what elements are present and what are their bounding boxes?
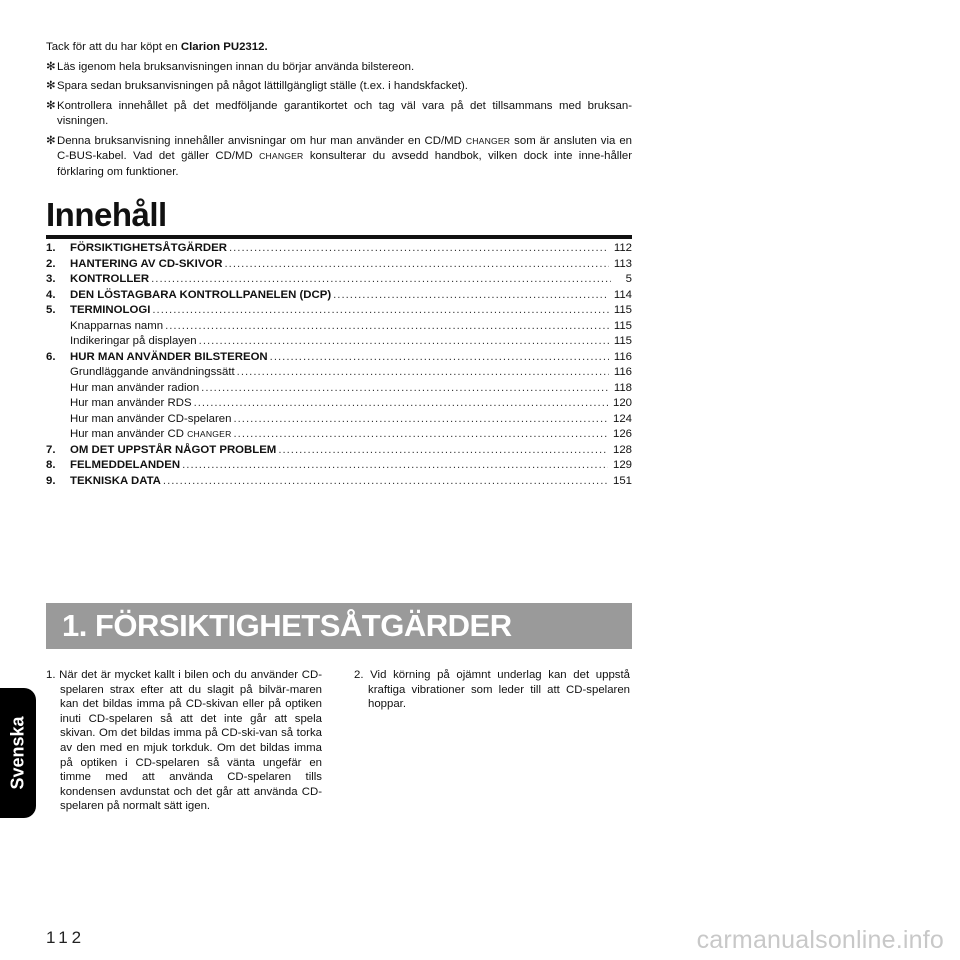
toc-entry [46,258,632,274]
precaution-item: 1. När det är mycket kallt i bilen och du använder CD-spelaren strax efter att du slagit på bilvär-maren kan det bildas imma på CD-skivan eller på optiken inuti CD-spelaren så att det inte går att spela skivan. Om det bildas imma på CD-ski-van så torka av den med en mjuk torkduk. Om det bildas imma på optiken i CD-spelaren så vänta ungefär en timme med att använda CD-spelaren tills kondensen avdunstat och det går att använda CD-spelaren på normalt sätt igen. [46,669,322,813]
asterisk-icon: ✻ [46,80,56,92]
toc-divider [46,235,632,239]
precaution-column-left [46,668,322,814]
toc-entry-label [70,242,227,254]
toc-entry-page: 115 [613,304,632,316]
intro-bullet: ✻Spara sedan bruksanvisningen på något lättillgängligt ställe (t.ex. i handskfacket). [46,79,632,95]
toc-leader-dots [229,242,609,254]
section-banner [46,603,632,649]
toc-entry-page: 115 [613,335,632,347]
toc-entry [46,444,632,460]
asterisk-icon: ✻ [46,134,56,147]
toc-leader-dots [165,320,609,332]
toc-entry [46,475,632,491]
toc-entry-label-text: Knapparnas namn [70,319,164,332]
toc-entry-number: 9. [46,474,56,487]
toc-entry-number: 4. [46,288,56,301]
product-name: Clarion PU2312. [180,41,268,53]
toc-entry-label [70,413,231,425]
toc-entry-label-text: HUR MAN ANVÄNDER BILSTEREON [70,350,268,363]
toc-entry-label [70,335,197,347]
toc-entry [46,304,632,320]
toc-leader-dots [182,459,608,471]
toc-entry-page: 120 [612,397,632,409]
toc-entry-label-text: TERMINOLOGI [70,304,151,316]
toc-entry-page: 151 [612,474,632,487]
intro-bullet: ✻Denna bruksanvisning innehåller anvisningar om hur man använder en CD/MD CHANGER som är ansluten via en C-BUS-kabel. Vad det gäller CD/MD CHANGER konsulterar du avsedd handbok, vilken dock inte inne-håller förklaring om funktioner. [46,134,632,178]
toc-entry [46,382,632,398]
toc-entry [46,366,632,382]
toc-entry-number: 5. [46,304,56,316]
thanks-line: Tack för att du har köpt en Clarion PU2312. [46,41,268,53]
toc-leader-dots [225,258,609,270]
toc-entry-label-text: DEN LÖSTAGBARA KONTROLLPANELEN (DCP) [70,288,332,301]
toc-entry [46,242,632,258]
toc-entry-page: 113 [613,257,632,270]
watermark: carmanualsonline.info [696,926,944,954]
toc-entry-label [70,351,268,363]
intro-bullet: ✻Läs igenom hela bruksanvisningen innan du börjar använda bilstereon. [46,60,632,76]
toc-entry-label [70,428,232,440]
toc-entry-label [70,382,199,394]
toc-entry-label [70,258,223,270]
toc-entry-page: 126 [612,428,632,440]
toc-entry-page: 112 [613,242,632,254]
toc-entry-page: 128 [612,443,632,456]
toc-entry-page: 116 [613,366,632,378]
toc-entry-page: 5 [625,273,632,285]
toc-entry [46,397,632,413]
precaution-column-right [354,668,630,712]
toc-entry-page: 114 [613,288,632,301]
asterisk-icon: ✻ [46,99,56,112]
toc-leader-dots [194,397,608,409]
table-of-contents [46,242,632,490]
toc-entry [46,320,632,336]
toc-title: Innehåll [46,196,167,233]
toc-entry-label [70,444,276,456]
section-heading: 1. FÖRSIKTIGHETSÅTGÄRDER [62,608,512,643]
toc-entry-label-text: KONTROLLER [70,273,150,285]
toc-entry-label-text: Hur man använder radion [70,381,200,394]
intro-bullet: ✻Kontrollera innehållet på det medföljande garantikortet och tag väl vara på det tillsammans med bruksan-visningen. [46,99,632,127]
toc-entry-label [70,459,180,471]
toc-entry-label [70,304,150,316]
toc-leader-dots [234,428,608,440]
toc-entry-label-text: Grundläggande användningssätt [70,366,235,378]
toc-entry-label [70,475,161,487]
toc-leader-dots [201,382,609,394]
toc-entry-label-text: TEKNISKA DATA [70,474,161,487]
toc-entry-label-text: FÖRSIKTIGHETSÅTGÄRDER [70,242,227,254]
toc-entry [46,428,632,444]
toc-leader-dots [333,289,609,301]
toc-entry-number: 3. [46,273,56,285]
toc-entry-page: 116 [613,350,632,363]
toc-entry [46,335,632,351]
toc-entry-label-text: OM DET UPPSTÅR NÅGOT PROBLEM [70,443,277,456]
asterisk-icon: ✻ [46,60,56,73]
page-number: 112 [46,928,86,947]
toc-entry-label-text: FELMEDDELANDEN [70,459,181,471]
toc-leader-dots [199,335,609,347]
toc-entry [46,351,632,367]
toc-entry-number: 2. [46,257,56,270]
toc-entry-number: 8. [46,459,56,471]
toc-entry-page: 129 [612,459,632,471]
toc-entry-label [70,397,192,409]
toc-entry-page: 124 [612,412,632,425]
toc-entry-number: 7. [46,443,56,456]
precaution-item: 2. Vid körning på ojämnt underlag kan det uppstå kraftiga vibrationer som leder till att CD-spelaren hoppar. [354,669,630,711]
toc-entry-label-text: Hur man använder RDS [70,397,192,409]
toc-entry-label [70,289,331,301]
toc-entry-label-text: HANTERING AV CD-SKIVOR [70,257,223,270]
toc-entry [46,289,632,305]
toc-entry-label [70,366,235,378]
toc-entry-label-changer: CHANGER [187,429,232,439]
toc-entry-page: 118 [613,381,632,394]
intro-text [46,40,632,184]
toc-entry [46,273,632,289]
toc-entry-number: 6. [46,350,56,363]
toc-leader-dots [270,351,609,363]
toc-leader-dots [163,475,608,487]
toc-entry-label [70,273,149,285]
toc-leader-dots [233,413,608,425]
toc-leader-dots [237,366,609,378]
toc-entry-label-text: Indikeringar på displayen [70,335,197,347]
toc-entry-label-text: Hur man använder CD [70,428,188,440]
toc-entry [46,413,632,429]
toc-entry-number: 1. [46,242,56,254]
toc-entry-label [70,320,163,332]
language-tab-label: Svenska [7,716,28,790]
toc-entry [46,459,632,475]
toc-leader-dots [278,444,608,456]
toc-entry-label-text: Hur man använder CD-spelaren [70,412,232,425]
language-tab [0,688,36,818]
toc-leader-dots [152,304,608,316]
toc-leader-dots [151,273,611,285]
toc-entry-page: 115 [613,319,632,332]
